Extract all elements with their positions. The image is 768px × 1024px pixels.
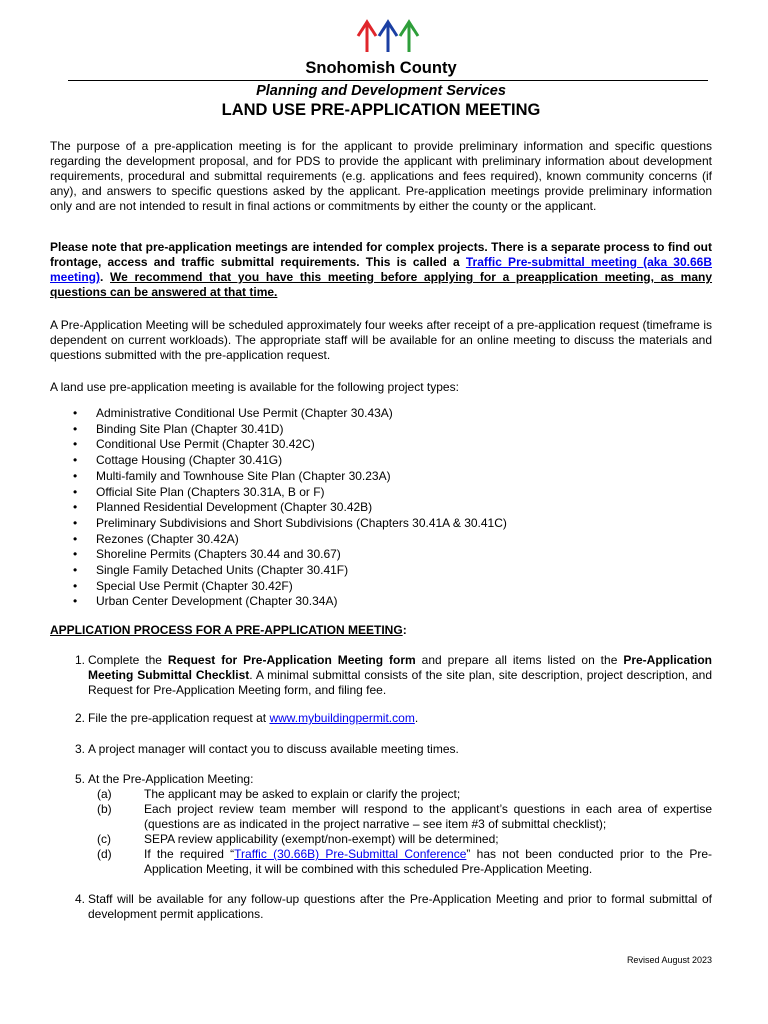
step-5: [50, 772, 712, 787]
department-name: Planning and Development Services: [256, 83, 506, 99]
step-5-item-a: [50, 787, 712, 802]
step-1-text-c: and prepare all items listed on the: [415, 653, 624, 667]
step-1-number: 1.: [75, 653, 86, 667]
step-5-item-d: [50, 847, 712, 877]
list-item: [50, 469, 712, 485]
list-item: [50, 437, 712, 453]
step-4-number: 4.: [75, 892, 86, 906]
list-item: [50, 532, 712, 548]
step-3-text: A project manager will contact you to discuss available meeting times.: [88, 742, 459, 756]
list-item: [50, 500, 712, 516]
step-5-item-d-label: (d): [97, 847, 112, 861]
project-type-label: Urban Center Development (Chapter 30.34A): [96, 594, 338, 609]
step-5-item-c-text: SEPA review applicability (exempt/non-exempt) will be determined;: [144, 832, 499, 846]
step-5-item-a-text: The applicant may be asked to explain or clarify the project;: [144, 787, 461, 801]
step-2-text-b: .: [414, 711, 419, 725]
step-5-item-b: [50, 802, 712, 832]
list-item: [50, 485, 712, 501]
bullet-icon: •: [73, 594, 78, 609]
header-rule: [68, 80, 708, 81]
step-2-text-a: File the pre-application request at: [88, 711, 270, 725]
bullet-icon: •: [73, 515, 78, 530]
step-1: [50, 653, 712, 698]
types-intro: A land use pre-application meeting is available for the following project types:: [50, 380, 459, 394]
snohomish-county-logo-icon: [355, 16, 421, 56]
request-form-name: Request for Pre-Application Meeting form: [167, 653, 416, 667]
bullet-icon: •: [73, 500, 78, 515]
list-item: [50, 453, 712, 469]
step-1-text-e: . A minimal submittal consists of the site plan, site description, project description, and Request for Pre-Application Meeting form, and filing fee.: [88, 668, 713, 697]
step-5-item-c: [50, 832, 712, 847]
step-5-text: At the Pre-Application Meeting:: [88, 772, 254, 786]
revised-date: Revised August 2023: [626, 955, 712, 965]
county-name: Snohomish County: [305, 59, 457, 77]
project-type-label: Conditional Use Permit (Chapter 30.42C): [96, 437, 315, 452]
bullet-icon: •: [73, 406, 78, 420]
step-5-item-d-text-b: ” has not been conducted prior to the Pre-Application Meeting, it will be combined with this scheduled Pre-Application Meeting.: [144, 847, 712, 876]
list-item: [50, 594, 712, 610]
step-4: [50, 892, 712, 922]
project-types-list: [50, 406, 712, 610]
step-2: [50, 711, 712, 726]
bullet-icon: •: [73, 484, 78, 499]
step-4-text: Staff will be available for any follow-up questions after the Pre-Application Meeting and prior to formal submittal of development permit applications.: [88, 892, 712, 921]
note-text-1: Please note that pre-application meetings are intended for complex projects. There is a separate process to find out frontage, access and traffic submittal requirements. This is called a: [50, 240, 712, 269]
bullet-icon: •: [73, 531, 78, 546]
bullet-icon: •: [73, 453, 78, 468]
project-type-label: Administrative Conditional Use Permit (Chapter 30.43A): [96, 406, 393, 420]
project-type-label: Cottage Housing (Chapter 30.41G): [96, 453, 283, 468]
bullet-icon: •: [73, 563, 78, 578]
project-type-label: Binding Site Plan (Chapter 30.41D): [96, 421, 284, 436]
project-type-label: Official Site Plan (Chapters 30.31A, B or F): [96, 484, 325, 499]
project-type-label: Rezones (Chapter 30.42A): [96, 531, 239, 546]
bullet-icon: •: [73, 468, 78, 483]
step-1-text: [88, 653, 712, 698]
step-3: [50, 742, 712, 757]
traffic-conference-link[interactable]: Traffic (30.66B) Pre-Submittal Conference: [234, 847, 467, 861]
list-item: [50, 422, 712, 438]
mybuildingpermit-link[interactable]: www.mybuildingpermit.com: [269, 711, 415, 725]
note-paragraph: [50, 240, 712, 300]
step-5-item-a-label: (a): [97, 787, 112, 801]
list-item: [50, 579, 712, 595]
process-heading-text: APPLICATION PROCESS FOR A PRE-APPLICATION MEETING: [50, 623, 403, 637]
bullet-icon: •: [73, 421, 78, 436]
process-heading: [50, 623, 407, 637]
step-5-item-d-text-a: If the required “: [144, 847, 235, 861]
step-5-item-b-label: (b): [97, 802, 112, 816]
bullet-icon: •: [73, 437, 78, 452]
step-2-text: [88, 711, 712, 726]
step-5-number: 5.: [75, 772, 86, 786]
page-title: LAND USE PRE-APPLICATION MEETING: [221, 101, 541, 119]
traffic-presubmittal-link[interactable]: Traffic Pre-submittal meeting (aka 30.66B meeting): [50, 255, 712, 284]
project-type-label: Multi-family and Townhouse Site Plan (Chapter 30.23A): [96, 468, 391, 483]
project-type-label: Shoreline Permits (Chapters 30.44 and 30.67): [96, 547, 341, 562]
step-5-item-d-text: [144, 847, 712, 877]
bullet-icon: •: [73, 547, 78, 562]
process-heading-colon: :: [402, 623, 407, 637]
project-type-label: Single Family Detached Units (Chapter 30.41F): [96, 563, 349, 578]
step-5-item-b-text: Each project review team member will respond to the applicant’s questions in each area of expertise (questions are as indicated in the project narrative – see item #3 of submittal checklist);: [144, 802, 712, 831]
submittal-checklist-name: Pre-Application Meeting Submittal Checklist: [88, 653, 712, 682]
bullet-icon: •: [73, 578, 78, 593]
step-2-number: 2.: [75, 711, 86, 725]
list-item: [50, 547, 712, 563]
intro-paragraph: The purpose of a pre-application meeting is for the applicant to provide preliminary information and specific questions regarding the development proposal, and for PDS to provide the applicant with preliminary information about development requirements, procedural and submittal requirements (e.g. applications and fees required), known community concerns (if any), and answers to specific questions asked by the applicant. Pre-application meetings provide preliminary information only and are not intended to result in final actions or commitments by either the county or the applicant.: [50, 139, 712, 213]
step-3-number: 3.: [75, 742, 86, 756]
list-item: [50, 516, 712, 532]
note-recommendation: We recommend that you have this meeting before applying for a preapplication meeting, as many questions can be answered at that time.: [50, 270, 713, 299]
note-text-2: .: [100, 270, 111, 284]
project-type-label: Special Use Permit (Chapter 30.42F): [96, 578, 293, 593]
project-type-label: Preliminary Subdivisions and Short Subdivisions (Chapters 30.41A & 30.41C): [96, 515, 507, 530]
list-item: [50, 406, 712, 422]
schedule-paragraph: A Pre-Application Meeting will be scheduled approximately four weeks after receipt of a pre-application request (timeframe is dependent on current workloads). The appropriate staff will be available for an online meeting to discuss the materials and questions submitted with the pre-application request.: [50, 318, 712, 362]
step-1-text-a: Complete the: [88, 653, 168, 667]
project-type-label: Planned Residential Development (Chapter 30.42B): [96, 500, 373, 515]
step-5-item-c-label: (c): [97, 832, 111, 846]
list-item: [50, 563, 712, 579]
